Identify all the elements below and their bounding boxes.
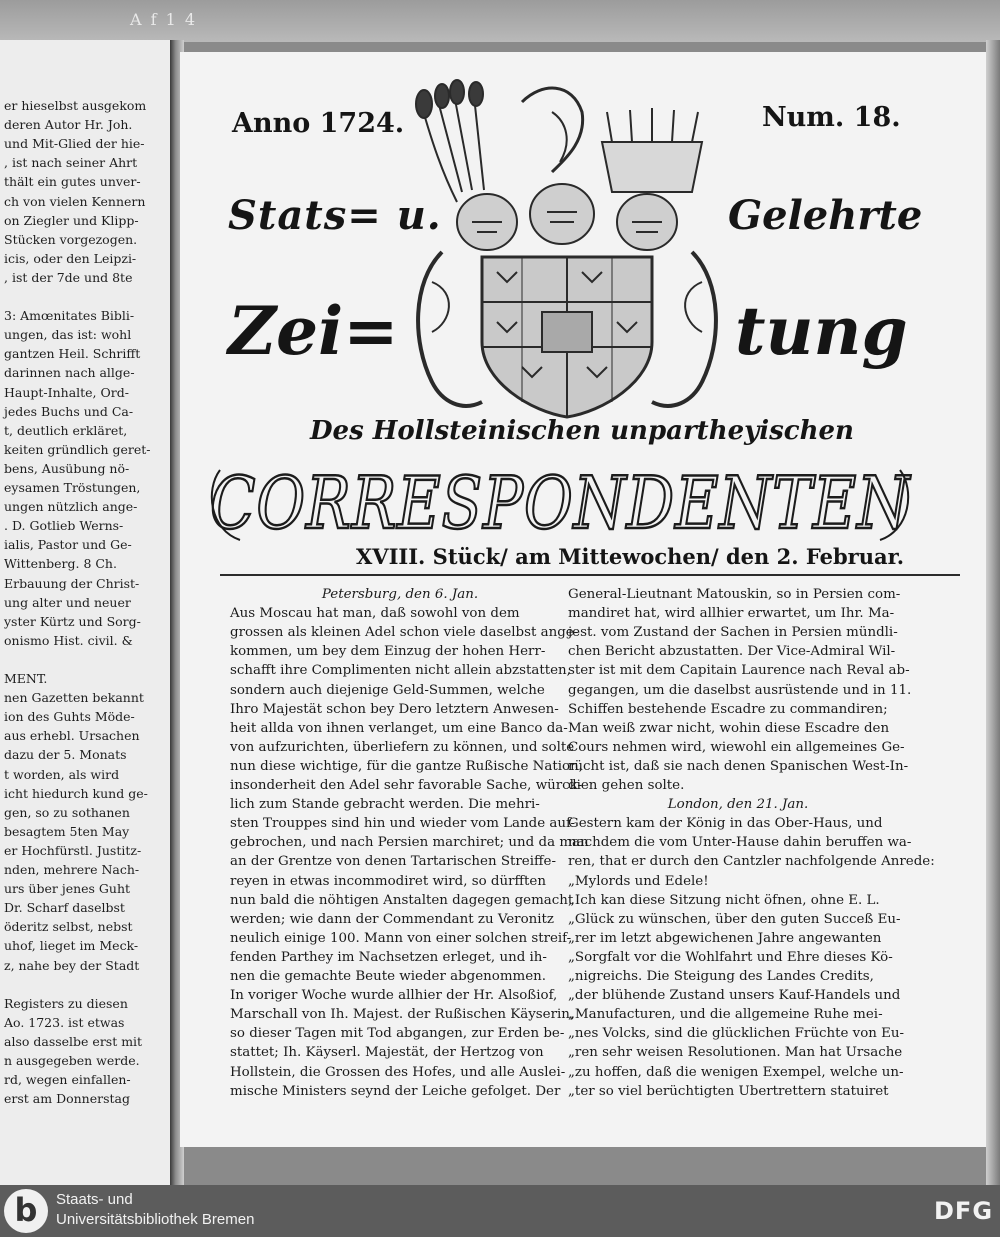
title-zei: Zei=: [228, 292, 399, 370]
correspondenten-masthead: [200, 450, 920, 550]
article-line: werden; wie dann der Commendant zu Veronitz: [230, 911, 554, 927]
left-page-line: ungen nützlich ange-: [4, 499, 138, 515]
article-line: grossen als kleinen Adel schon viele daselbst ange-: [230, 625, 579, 641]
library-name-line2: Universitätsbibliothek Bremen: [56, 1211, 255, 1228]
article-line: „Manufacturen, und die allgemeine Ruhe mei-: [568, 1007, 883, 1023]
top-strip: [0, 0, 1000, 42]
article-line: „nigreichs. Die Steigung des Landes Credits,: [568, 969, 874, 984]
left-page-line: z, nahe bey der Stadt: [4, 957, 140, 973]
top-mark: A f 1 4: [130, 10, 198, 29]
left-page-line: öderitz selbst, nebst: [4, 919, 133, 935]
left-page-line: onismo Hist. civil. &: [4, 632, 133, 648]
left-page-line: also dasselbe erst mit: [4, 1033, 143, 1049]
title-gelehrte: Gelehrte: [728, 192, 923, 239]
left-page-line: nden, mehrere Nach-: [4, 862, 140, 877]
anno-year: Anno 1724.: [232, 108, 405, 139]
article-line: kommen, um bey dem Einzug der hohen Herr-: [230, 644, 546, 660]
article-line: nun diese wichtige, für die gantze Rußische Nation,: [230, 758, 583, 774]
left-page-line: ungen, das ist: wohl: [4, 327, 132, 343]
article-line: an der Grentze von denen Tartarischen Streiffe-: [230, 854, 556, 870]
left-page-line: MENT.: [4, 671, 48, 686]
divider-rule: [220, 574, 960, 576]
left-page-line: deren Autor Hr. Joh.: [4, 117, 133, 133]
article-line: mische Ministers seynd der Leiche gefolget. Der: [230, 1083, 561, 1099]
article-line: dien gehen solte.: [568, 778, 685, 793]
left-page-line: Registers zu diesen: [4, 995, 128, 1011]
article-line: Marschall von Ih. Majest. der Rußischen Käyserin,: [230, 1007, 575, 1023]
article-line: ren, that er durch den Cantzler nachfolgende Anrede:: [568, 854, 935, 870]
article-line: sten Trouppes sind hin und wieder vom Lande auf-: [230, 816, 576, 832]
article-line: ster ist mit dem Capitain Laurence nach Reval ab-: [568, 663, 910, 679]
article-line: Man weiß zwar nicht, wohin diese Escadre den: [568, 720, 890, 736]
article-line: „nes Volcks, sind die glücklichen Früchte von Eu-: [568, 1026, 905, 1042]
left-page-line: keiten gründlich geret-: [4, 441, 151, 457]
left-page-line: nen Gazetten bekannt: [4, 690, 144, 706]
left-page-line: thält ein gutes unver-: [4, 174, 141, 190]
title-stats: Stats= u.: [228, 192, 442, 239]
article-line: „Mylords und Edele!: [568, 873, 709, 889]
correspondenten-text: CORRESPONDENTEN: [210, 461, 912, 545]
article-line: chen Bericht abzustatten. Der Vice-Admiral Wil-: [568, 644, 896, 660]
article-line: „Sorgfalt vor die Wohlfahrt und Ehre dieses Kö-: [568, 949, 893, 965]
article-line: nachdem die vom Unter-Hause dahin beruffen wa-: [568, 835, 912, 851]
article-line: nen die gemachte Beute wieder abgenommen.: [230, 969, 547, 984]
left-page-line: Erbauung der Christ-: [4, 575, 140, 591]
article-line: jest. vom Zustand der Sachen in Persien mündli-: [568, 625, 898, 641]
article-line: „Glück zu wünschen, über den guten Succeß Eu-: [568, 911, 901, 927]
left-page-line: er Hochfürstl. Justitz-: [4, 842, 142, 858]
article-line: schafft ihre Complimenten nicht allein abzstatten,: [230, 663, 571, 679]
left-neighbour-page: [0, 40, 170, 1185]
library-name-line1: Staats- und: [56, 1191, 133, 1208]
left-page-line: Haupt-Inhalte, Ord-: [4, 384, 129, 400]
article-line: „zu hoffen, daß die wenigen Exempel, welche un-: [568, 1064, 904, 1080]
right-edge-shadow: [986, 40, 1000, 1185]
left-page-line: bens, Ausübung nö-: [4, 460, 130, 476]
newspaper-page: [180, 52, 1000, 1147]
left-page-line: t, deutlich erkläret,: [4, 422, 128, 438]
left-page-line: rd, wegen einfallen-: [4, 1072, 131, 1088]
article-line: Aus Moscau hat man, daß sowohl von dem: [230, 606, 520, 622]
left-page-line: ialis, Pastor und Ge-: [4, 537, 132, 553]
article-line: General-Lieutnant Matouskin, so in Persien com-: [568, 587, 901, 602]
left-page-line: gen, so zu sothanen: [4, 804, 130, 820]
left-page-line: ion des Guhts Möde-: [4, 709, 135, 725]
article-line: Hollstein, die Grossen des Hofes, und alle Auslei-: [230, 1064, 566, 1080]
article-line: von aufzurichten, überliefern zu können, und solte: [230, 739, 575, 755]
left-page-line: erst am Donnerstag: [4, 1091, 130, 1107]
left-page-line: yster Kürtz und Sorg-: [4, 613, 141, 629]
article-line: „der blühende Zustand unsers Kauf-Handels und: [568, 988, 901, 1004]
library-logo-icon[interactable]: b: [4, 1189, 48, 1233]
left-page-line: besagtem 5ten May: [4, 823, 130, 839]
article-line: London, den 21. Jan.: [667, 797, 809, 813]
issue-line: XVIII. Stück/ am Mittewochen/ den 2. Februar.: [356, 544, 905, 569]
article-line: „ter so viel berüchtigten Ubertrettern statuiret: [568, 1083, 889, 1099]
article-line: reyen in etwas incommodiret wird, so dürfften: [230, 873, 546, 889]
article-line: nun bald die nöhtigen Anstalten dagegen gemacht: [230, 892, 574, 908]
article-line: rücht ist, daß sie nach denen Spanischen West-In-: [568, 758, 909, 774]
article-line: gebrochen, und nach Persien marchiret; und da man: [230, 835, 589, 851]
article-line: Cours nehmen wird, wiewohl ein allgemeines Ge-: [568, 739, 905, 755]
left-page-line: aus erhebl. Ursachen: [4, 728, 140, 744]
footer-bar: [0, 1185, 1000, 1237]
article-line: In voriger Woche wurde allhier der Hr. Alsoßiof,: [230, 988, 558, 1004]
left-page-line: Ao. 1723. ist etwas: [4, 1014, 125, 1030]
dfg-logo: DFG: [934, 1197, 994, 1225]
left-page-line: t worden, als wird: [4, 766, 120, 782]
article-line: „Ich kan diese Sitzung nicht öfnen, ohne E. L.: [568, 892, 880, 908]
left-page-line: urs über jenes Guht: [4, 881, 131, 897]
article-line: Petersburg, den 6. Jan.: [321, 587, 479, 602]
left-page-line: on Ziegler und Klipp-: [4, 212, 139, 228]
left-page-line: icht hiedurch kund ge-: [4, 785, 148, 801]
article-line: gegangen, um die daselbst ausrüstende und in 11.: [568, 682, 912, 698]
left-page-line: und Mit-Glied der hie-: [4, 136, 145, 152]
article-line: fenden Parthey im Nachsetzen erleget, und ih-: [230, 949, 547, 965]
left-page-line: . D. Gotlieb Werns-: [4, 518, 124, 534]
left-page-line: , ist der 7de und 8te: [4, 269, 133, 285]
left-page-line: , ist nach seiner Ahrt: [4, 155, 138, 171]
subtitle: Des Hollsteinischen unpartheyischen: [310, 416, 854, 446]
left-page-line: gantzen Heil. Schrifft: [4, 346, 141, 362]
left-page-line: dazu der 5. Monats: [4, 747, 127, 763]
left-page-line: ung alter und neuer: [4, 594, 131, 610]
left-page-line: Stücken vorgezogen.: [4, 231, 138, 247]
article-line: mandiret hat, wird allhier erwartet, um Ihr. Ma-: [568, 606, 895, 622]
article-line: neulich einige 100. Mann von einer solchen streif-: [230, 930, 572, 946]
article-line: Schiffen bestehende Escadre zu commandiren;: [568, 701, 888, 717]
coat-of-arms-crest: [402, 82, 730, 422]
issue-number: Num. 18.: [762, 102, 901, 133]
title-tung: tung: [735, 292, 908, 370]
article-line: lich zum Stande gebracht werden. Die mehri-: [230, 797, 540, 813]
article-line: „rer im letzt abgewichenen Jahre angewanten: [568, 930, 882, 946]
article-line: Gestern kam der König in das Ober-Haus, und: [568, 816, 883, 832]
article-line: Ihro Majestät schon bey Dero letztern Anwesen-: [230, 701, 559, 717]
left-page-line: Dr. Scharf daselbst: [4, 900, 125, 916]
article-line: „ren sehr weisen Resolutionen. Man hat Ursache: [568, 1045, 903, 1061]
left-page-line: uhof, lieget im Meck-: [4, 938, 139, 954]
left-page-line: ch von vielen Kennern: [4, 193, 146, 209]
left-page-line: jedes Buchs und Ca-: [4, 403, 134, 419]
article-line: heit allda von ihnen verlanget, um eine Banco da-: [230, 720, 568, 736]
article-line: sondern auch diejenige Geld-Summen, welche: [230, 682, 545, 698]
article-line: stattet; Ih. Käyserl. Majestät, der Hertzog von: [230, 1045, 544, 1061]
left-page-line: darinnen nach allge-: [4, 365, 135, 381]
article-line: insonderheit den Adel sehr favorable Sache, würck-: [230, 778, 583, 793]
left-page-line: er hieselbst ausgekom: [4, 98, 147, 113]
left-page-line: icis, oder den Leipzi-: [4, 250, 137, 266]
left-page-line: 3: Amœnitates Bibli-: [4, 308, 135, 324]
article-line: so dieser Tagen mit Tod abgangen, zur Erden be-: [230, 1026, 565, 1042]
left-page-line: Wittenberg. 8 Ch.: [4, 556, 117, 572]
left-page-line: eysamen Tröstungen,: [4, 480, 141, 495]
left-page-line: n ausgegeben werde.: [4, 1053, 140, 1068]
